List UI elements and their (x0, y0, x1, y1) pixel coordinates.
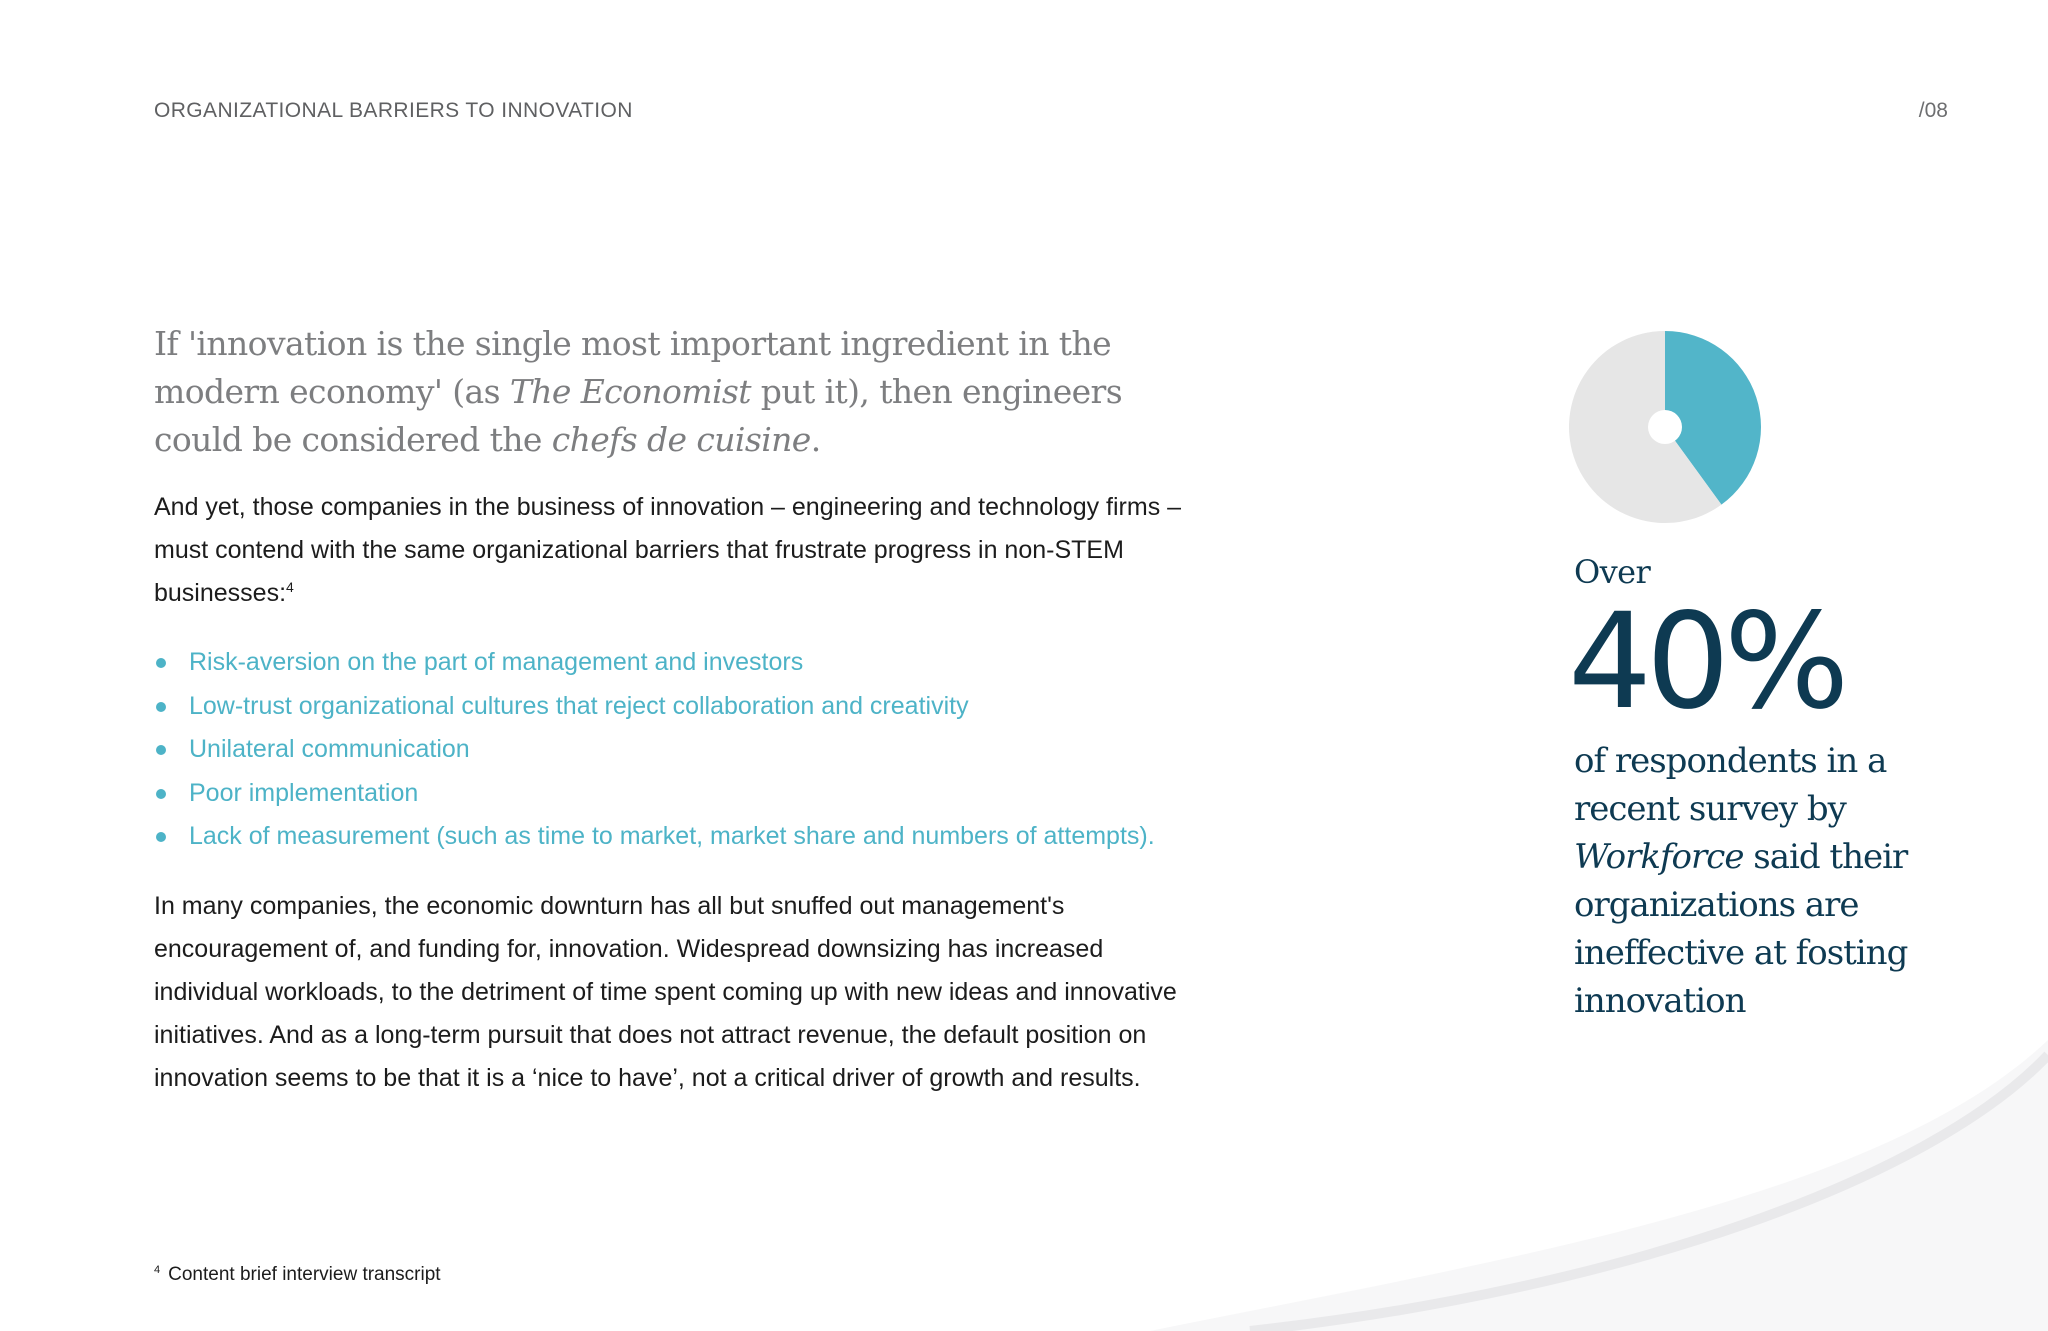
footnote-reference: 4 (286, 579, 294, 595)
stat-callout (1568, 545, 1984, 1025)
stat-figure: 40% (1568, 585, 1844, 739)
lead-quote-part3: . (810, 420, 821, 459)
footnote-text: Content brief interview transcript (168, 1264, 441, 1285)
stat-prefix: Over (1574, 553, 1651, 591)
list-item: Risk-aversion on the part of management and investors (154, 641, 1204, 685)
lead-quote-source: The Economist (509, 372, 751, 411)
main-content (154, 320, 1204, 1100)
stat-pie-chart (1568, 330, 1762, 524)
barriers-list (154, 641, 1204, 859)
page-number: /08 (1918, 99, 1948, 122)
lead-quote (154, 320, 1204, 464)
stat-desc-part2: said their organizations are ineffective at fosting innovation (1574, 837, 1908, 1021)
list-item: Lack of measurement (such as time to market, market share and numbers of attempts). (154, 815, 1204, 859)
footnote (154, 1264, 441, 1286)
intro-paragraph (154, 486, 1204, 615)
list-item: Poor implementation (154, 772, 1204, 816)
footnote-marker: 4 (154, 1264, 161, 1276)
stat-description (1574, 737, 1984, 1025)
lead-quote-emphasis: chefs de cuisine (551, 420, 811, 459)
lead-quote-part2: put it), then engineers could be considered the (154, 372, 1123, 459)
closing-paragraph: In many companies, the economic downturn has all but snuffed out management's encouragement of, and funding for, innovation. Widespread downsizing has increased individual workloads, to the detriment of time spent coming up with new ideas and innovative initiatives. And as a long-term pursuit that does not attract revenue, the default position on innovation seems to be that it is a ‘nice to have’, not a critical driver of growth and results. (154, 891, 1177, 1092)
list-item: Unilateral communication (154, 728, 1204, 772)
stat-desc-source: Workforce (1574, 837, 1744, 877)
lead-quote-part1: If 'innovation is the single most important ingredient in the modern economy' (as (154, 324, 1112, 411)
pie-center-hole (1648, 410, 1682, 444)
stat-desc-part1: of respondents in a recent survey by (1574, 741, 1887, 829)
intro-paragraph-text: And yet, those companies in the business of innovation – engineering and technology firms – must contend with the same organizational barriers that frustrate progress in non-STEM businesses: (154, 493, 1182, 607)
section-title: ORGANIZATIONAL BARRIERS TO INNOVATION (154, 99, 633, 122)
list-item: Low-trust organizational cultures that reject collaboration and creativity (154, 685, 1204, 729)
